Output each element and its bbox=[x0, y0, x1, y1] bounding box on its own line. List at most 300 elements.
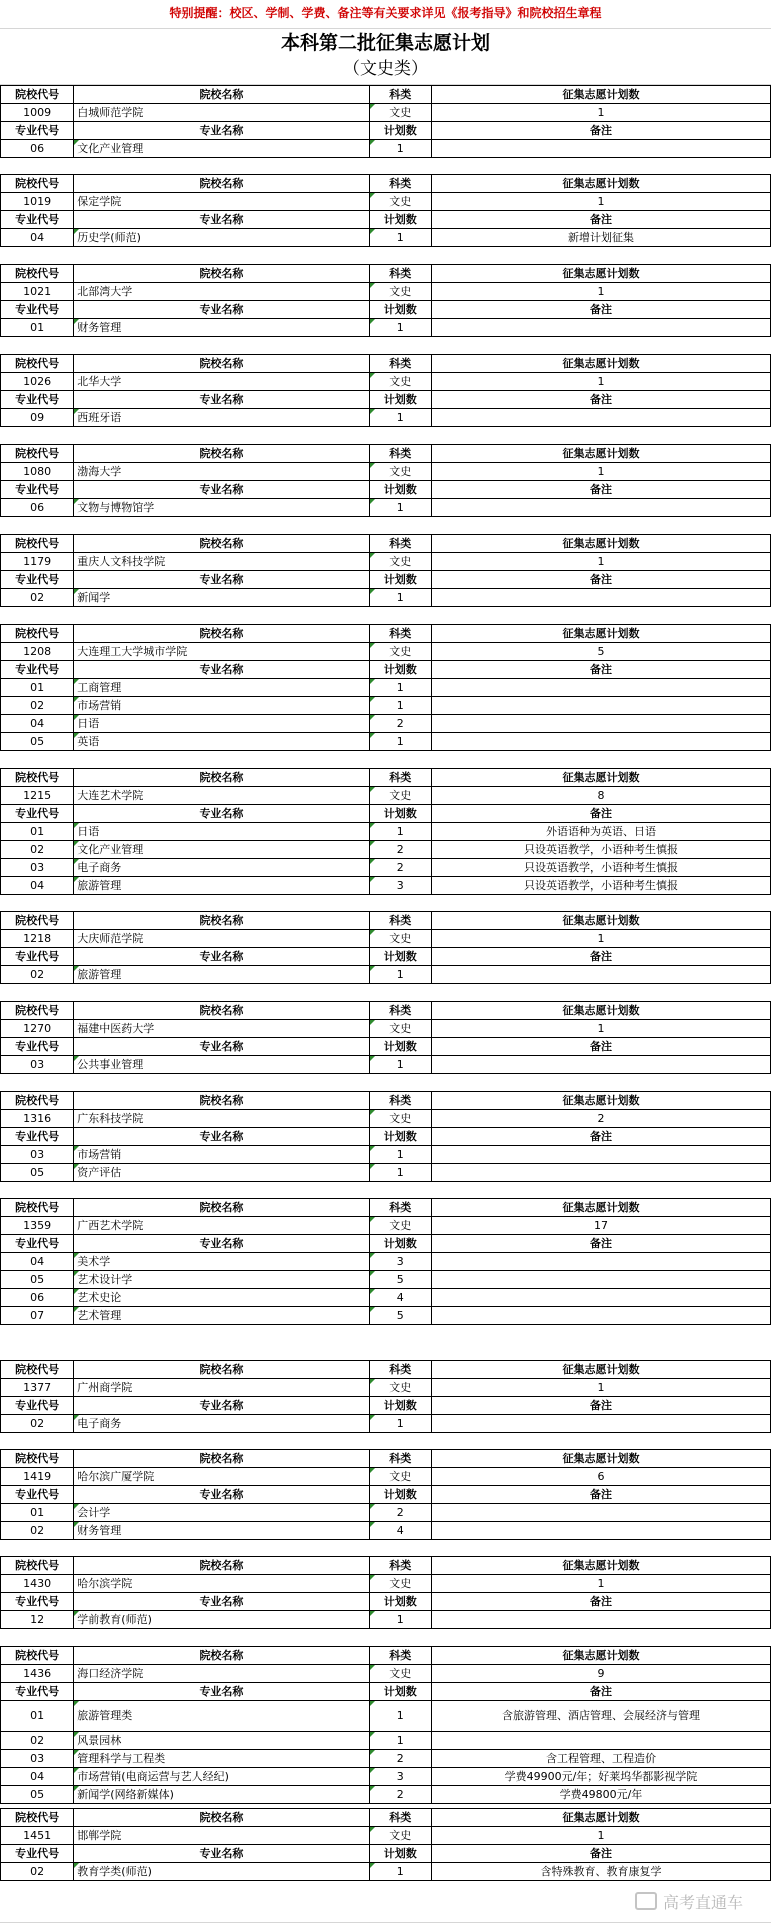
major-plan-count: 1 bbox=[369, 1701, 431, 1732]
school-category: 文史 bbox=[369, 787, 431, 805]
school-block bbox=[0, 264, 771, 337]
major-row bbox=[1, 877, 771, 895]
header-school-code: 院校代号 bbox=[1, 86, 74, 104]
major-plan-count: 2 bbox=[369, 841, 431, 859]
major-row bbox=[1, 1164, 771, 1182]
school-header-row bbox=[1, 355, 771, 373]
header-school-name: 院校名称 bbox=[74, 1450, 369, 1468]
school-plan-total: 1 bbox=[431, 1575, 770, 1593]
major-row bbox=[1, 1415, 771, 1433]
header-school-code: 院校代号 bbox=[1, 175, 74, 193]
major-remarks: 新增计划征集 bbox=[431, 229, 770, 247]
header-plan-total: 征集志愿计划数 bbox=[431, 1557, 770, 1575]
major-header-row bbox=[1, 481, 771, 499]
header-school-code: 院校代号 bbox=[1, 265, 74, 283]
major-name: 财务管理 bbox=[74, 1522, 369, 1540]
major-code: 06 bbox=[1, 1289, 74, 1307]
major-row bbox=[1, 966, 771, 984]
header-plan-count: 计划数 bbox=[369, 481, 431, 499]
header-plan-count: 计划数 bbox=[369, 948, 431, 966]
major-name: 日语 bbox=[74, 715, 369, 733]
major-name: 市场营销 bbox=[74, 1146, 369, 1164]
major-plan-count: 1 bbox=[369, 409, 431, 427]
major-code: 06 bbox=[1, 140, 74, 158]
major-name: 新闻学 bbox=[74, 589, 369, 607]
header-plan-count: 计划数 bbox=[369, 661, 431, 679]
school-plan-total: 1 bbox=[431, 1827, 770, 1845]
header-school-name: 院校名称 bbox=[74, 912, 369, 930]
school-header-row bbox=[1, 1809, 771, 1827]
header-school-code: 院校代号 bbox=[1, 1557, 74, 1575]
school-table bbox=[0, 768, 771, 895]
major-name: 学前教育(师范) bbox=[74, 1611, 369, 1629]
header-school-name: 院校名称 bbox=[74, 86, 369, 104]
major-plan-count: 1 bbox=[369, 966, 431, 984]
school-plan-total: 6 bbox=[431, 1468, 770, 1486]
major-code: 03 bbox=[1, 1146, 74, 1164]
school-header-row bbox=[1, 625, 771, 643]
school-plan-total: 1 bbox=[431, 373, 770, 391]
major-row bbox=[1, 823, 771, 841]
school-category: 文史 bbox=[369, 930, 431, 948]
header-category: 科类 bbox=[369, 1002, 431, 1020]
major-plan-count: 1 bbox=[369, 697, 431, 715]
major-code: 02 bbox=[1, 841, 74, 859]
major-plan-count: 5 bbox=[369, 1271, 431, 1289]
school-name: 广西艺术学院 bbox=[74, 1217, 369, 1235]
major-row bbox=[1, 589, 771, 607]
school-code: 1377 bbox=[1, 1379, 74, 1397]
header-category: 科类 bbox=[369, 1199, 431, 1217]
header-school-name: 院校名称 bbox=[74, 355, 369, 373]
school-header-row bbox=[1, 1361, 771, 1379]
header-plan-total: 征集志愿计划数 bbox=[431, 1361, 770, 1379]
header-major-name: 专业名称 bbox=[74, 948, 369, 966]
header-remarks: 备注 bbox=[431, 1235, 770, 1253]
watermark bbox=[635, 1890, 743, 1913]
major-row bbox=[1, 229, 771, 247]
header-major-name: 专业名称 bbox=[74, 805, 369, 823]
header-school-code: 院校代号 bbox=[1, 535, 74, 553]
school-header-row bbox=[1, 175, 771, 193]
school-block bbox=[0, 1646, 771, 1804]
school-block bbox=[0, 624, 771, 751]
major-plan-count: 3 bbox=[369, 1253, 431, 1271]
school-block bbox=[0, 911, 771, 984]
school-block bbox=[0, 1449, 771, 1540]
school-row bbox=[1, 1827, 771, 1845]
major-plan-count: 4 bbox=[369, 1522, 431, 1540]
major-name: 会计学 bbox=[74, 1504, 369, 1522]
major-plan-count: 1 bbox=[369, 140, 431, 158]
school-table bbox=[0, 264, 771, 337]
school-code: 1316 bbox=[1, 1110, 74, 1128]
school-block bbox=[0, 1001, 771, 1074]
header-plan-count: 计划数 bbox=[369, 571, 431, 589]
major-remarks bbox=[431, 1732, 770, 1750]
major-row bbox=[1, 140, 771, 158]
major-header-row bbox=[1, 1593, 771, 1611]
major-code: 02 bbox=[1, 1522, 74, 1540]
major-remarks bbox=[431, 409, 770, 427]
major-row bbox=[1, 859, 771, 877]
school-table bbox=[0, 1001, 771, 1074]
school-block bbox=[0, 1808, 771, 1881]
header-category: 科类 bbox=[369, 769, 431, 787]
major-row bbox=[1, 1522, 771, 1540]
school-code: 1026 bbox=[1, 373, 74, 391]
header-category: 科类 bbox=[369, 1809, 431, 1827]
school-plan-total: 5 bbox=[431, 643, 770, 661]
header-plan-count: 计划数 bbox=[369, 211, 431, 229]
major-header-row bbox=[1, 571, 771, 589]
header-plan-total: 征集志愿计划数 bbox=[431, 175, 770, 193]
major-remarks bbox=[431, 966, 770, 984]
header-plan-count: 计划数 bbox=[369, 391, 431, 409]
header-school-name: 院校名称 bbox=[74, 1092, 369, 1110]
major-code: 01 bbox=[1, 1504, 74, 1522]
header-major-name: 专业名称 bbox=[74, 391, 369, 409]
school-code: 1215 bbox=[1, 787, 74, 805]
major-name: 新闻学(网络新媒体) bbox=[74, 1786, 369, 1804]
school-code: 1218 bbox=[1, 930, 74, 948]
major-code: 05 bbox=[1, 733, 74, 751]
major-row bbox=[1, 1146, 771, 1164]
school-row bbox=[1, 104, 771, 122]
school-row bbox=[1, 283, 771, 301]
major-header-row bbox=[1, 1128, 771, 1146]
major-plan-count: 5 bbox=[369, 1307, 431, 1325]
major-remarks bbox=[431, 697, 770, 715]
major-plan-count: 2 bbox=[369, 1750, 431, 1768]
header-major-code: 专业代号 bbox=[1, 571, 74, 589]
header-major-code: 专业代号 bbox=[1, 301, 74, 319]
school-category: 文史 bbox=[369, 283, 431, 301]
school-header-row bbox=[1, 769, 771, 787]
school-row bbox=[1, 930, 771, 948]
major-header-row bbox=[1, 1038, 771, 1056]
school-code: 1009 bbox=[1, 104, 74, 122]
school-table bbox=[0, 534, 771, 607]
school-code: 1019 bbox=[1, 193, 74, 211]
school-category: 文史 bbox=[369, 373, 431, 391]
header-category: 科类 bbox=[369, 355, 431, 373]
school-header-row bbox=[1, 1092, 771, 1110]
school-code: 1430 bbox=[1, 1575, 74, 1593]
school-code: 1208 bbox=[1, 643, 74, 661]
major-row bbox=[1, 1750, 771, 1768]
school-name: 邯郸学院 bbox=[74, 1827, 369, 1845]
school-name: 渤海大学 bbox=[74, 463, 369, 481]
header-plan-total: 征集志愿计划数 bbox=[431, 1450, 770, 1468]
major-plan-count: 2 bbox=[369, 715, 431, 733]
school-category: 文史 bbox=[369, 104, 431, 122]
header-plan-total: 征集志愿计划数 bbox=[431, 769, 770, 787]
header-plan-count: 计划数 bbox=[369, 1845, 431, 1863]
header-plan-count: 计划数 bbox=[369, 1128, 431, 1146]
major-row bbox=[1, 679, 771, 697]
header-school-name: 院校名称 bbox=[74, 265, 369, 283]
header-plan-count: 计划数 bbox=[369, 1593, 431, 1611]
major-row bbox=[1, 733, 771, 751]
header-school-name: 院校名称 bbox=[74, 625, 369, 643]
school-code: 1021 bbox=[1, 283, 74, 301]
major-name: 美术学 bbox=[74, 1253, 369, 1271]
header-major-code: 专业代号 bbox=[1, 481, 74, 499]
school-row bbox=[1, 553, 771, 571]
school-block bbox=[0, 85, 771, 158]
school-table bbox=[0, 85, 771, 158]
header-remarks: 备注 bbox=[431, 1593, 770, 1611]
school-name: 大连艺术学院 bbox=[74, 787, 369, 805]
school-code: 1419 bbox=[1, 1468, 74, 1486]
header-remarks: 备注 bbox=[431, 211, 770, 229]
school-header-row bbox=[1, 535, 771, 553]
major-name: 财务管理 bbox=[74, 319, 369, 337]
header-school-code: 院校代号 bbox=[1, 1450, 74, 1468]
major-remarks bbox=[431, 1271, 770, 1289]
header-remarks: 备注 bbox=[431, 948, 770, 966]
header-major-name: 专业名称 bbox=[74, 481, 369, 499]
header-plan-total: 征集志愿计划数 bbox=[431, 1002, 770, 1020]
header-major-name: 专业名称 bbox=[74, 1235, 369, 1253]
header-category: 科类 bbox=[369, 1361, 431, 1379]
header-school-code: 院校代号 bbox=[1, 355, 74, 373]
header-school-code: 院校代号 bbox=[1, 1647, 74, 1665]
school-plan-total: 1 bbox=[431, 1379, 770, 1397]
major-row bbox=[1, 1289, 771, 1307]
major-code: 02 bbox=[1, 697, 74, 715]
school-header-row bbox=[1, 1199, 771, 1217]
header-major-name: 专业名称 bbox=[74, 1845, 369, 1863]
header-school-code: 院校代号 bbox=[1, 1092, 74, 1110]
major-row bbox=[1, 1056, 771, 1074]
major-name: 旅游管理类 bbox=[74, 1701, 369, 1732]
header-school-name: 院校名称 bbox=[74, 1199, 369, 1217]
major-name: 西班牙语 bbox=[74, 409, 369, 427]
major-name: 工商管理 bbox=[74, 679, 369, 697]
header-major-code: 专业代号 bbox=[1, 1128, 74, 1146]
header-remarks: 备注 bbox=[431, 1397, 770, 1415]
header-remarks: 备注 bbox=[431, 571, 770, 589]
header-category: 科类 bbox=[369, 535, 431, 553]
major-row bbox=[1, 1701, 771, 1732]
major-code: 01 bbox=[1, 679, 74, 697]
school-category: 文史 bbox=[369, 193, 431, 211]
header-major-code: 专业代号 bbox=[1, 1397, 74, 1415]
header-plan-total: 征集志愿计划数 bbox=[431, 1809, 770, 1827]
major-remarks: 外语语种为英语、日语 bbox=[431, 823, 770, 841]
major-code: 03 bbox=[1, 859, 74, 877]
major-remarks: 含旅游管理、酒店管理、会展经济与管理 bbox=[431, 1701, 770, 1732]
school-name: 哈尔滨广厦学院 bbox=[74, 1468, 369, 1486]
school-code: 1080 bbox=[1, 463, 74, 481]
header-major-code: 专业代号 bbox=[1, 1038, 74, 1056]
major-plan-count: 1 bbox=[369, 319, 431, 337]
school-row bbox=[1, 1379, 771, 1397]
major-name: 公共事业管理 bbox=[74, 1056, 369, 1074]
header-plan-total: 征集志愿计划数 bbox=[431, 355, 770, 373]
major-name: 市场营销(电商运营与艺人经纪) bbox=[74, 1768, 369, 1786]
page-subtitle: （文史类） bbox=[343, 59, 428, 79]
major-name: 旅游管理 bbox=[74, 877, 369, 895]
major-remarks bbox=[431, 1146, 770, 1164]
header-remarks: 备注 bbox=[431, 301, 770, 319]
school-header-row bbox=[1, 1557, 771, 1575]
header-plan-total: 征集志愿计划数 bbox=[431, 535, 770, 553]
school-row bbox=[1, 1020, 771, 1038]
school-category: 文史 bbox=[369, 1110, 431, 1128]
school-plan-total: 1 bbox=[431, 463, 770, 481]
school-table bbox=[0, 1360, 771, 1433]
major-name: 电子商务 bbox=[74, 859, 369, 877]
school-category: 文史 bbox=[369, 1020, 431, 1038]
school-table bbox=[0, 174, 771, 247]
major-plan-count: 2 bbox=[369, 1786, 431, 1804]
major-header-row bbox=[1, 1683, 771, 1701]
header-plan-count: 计划数 bbox=[369, 1683, 431, 1701]
major-plan-count: 1 bbox=[369, 733, 431, 751]
header-school-code: 院校代号 bbox=[1, 1361, 74, 1379]
header-remarks: 备注 bbox=[431, 661, 770, 679]
header-major-code: 专业代号 bbox=[1, 211, 74, 229]
header-school-code: 院校代号 bbox=[1, 1809, 74, 1827]
header-category: 科类 bbox=[369, 1450, 431, 1468]
major-plan-count: 1 bbox=[369, 499, 431, 517]
school-name: 海口经济学院 bbox=[74, 1665, 369, 1683]
school-table bbox=[0, 1198, 771, 1325]
school-block bbox=[0, 1556, 771, 1629]
major-remarks bbox=[431, 715, 770, 733]
major-plan-count: 1 bbox=[369, 1056, 431, 1074]
header-remarks: 备注 bbox=[431, 1683, 770, 1701]
header-major-code: 专业代号 bbox=[1, 1683, 74, 1701]
major-remarks bbox=[431, 733, 770, 751]
major-code: 07 bbox=[1, 1307, 74, 1325]
major-code: 09 bbox=[1, 409, 74, 427]
major-remarks: 学费49800元/年 bbox=[431, 1786, 770, 1804]
school-block bbox=[0, 534, 771, 607]
school-row bbox=[1, 1575, 771, 1593]
header-major-name: 专业名称 bbox=[74, 1486, 369, 1504]
school-plan-total: 2 bbox=[431, 1110, 770, 1128]
major-code: 02 bbox=[1, 589, 74, 607]
major-row bbox=[1, 319, 771, 337]
school-table bbox=[0, 1808, 771, 1881]
school-category: 文史 bbox=[369, 1379, 431, 1397]
header-plan-count: 计划数 bbox=[369, 122, 431, 140]
major-row bbox=[1, 841, 771, 859]
major-code: 01 bbox=[1, 319, 74, 337]
header-major-code: 专业代号 bbox=[1, 1593, 74, 1611]
major-remarks: 含工程管理、工程造价 bbox=[431, 1750, 770, 1768]
school-category: 文史 bbox=[369, 1665, 431, 1683]
header-major-name: 专业名称 bbox=[74, 1038, 369, 1056]
major-plan-count: 1 bbox=[369, 1164, 431, 1182]
school-header-row bbox=[1, 1450, 771, 1468]
major-code: 02 bbox=[1, 1732, 74, 1750]
major-header-row bbox=[1, 301, 771, 319]
page-title: 本科第二批征集志愿计划 bbox=[280, 32, 490, 54]
header-school-name: 院校名称 bbox=[74, 1647, 369, 1665]
header-major-name: 专业名称 bbox=[74, 1683, 369, 1701]
major-row bbox=[1, 697, 771, 715]
major-header-row bbox=[1, 1397, 771, 1415]
watermark-text: 高考直通车 bbox=[662, 1893, 743, 1912]
school-header-row bbox=[1, 1647, 771, 1665]
school-code: 1436 bbox=[1, 1665, 74, 1683]
major-remarks bbox=[431, 319, 770, 337]
header-category: 科类 bbox=[369, 625, 431, 643]
school-name: 白城师范学院 bbox=[74, 104, 369, 122]
major-remarks bbox=[431, 1253, 770, 1271]
header-category: 科类 bbox=[369, 912, 431, 930]
sheet-gridline bbox=[0, 28, 771, 29]
school-row bbox=[1, 1468, 771, 1486]
school-table bbox=[0, 354, 771, 427]
major-name: 艺术史论 bbox=[74, 1289, 369, 1307]
major-code: 05 bbox=[1, 1164, 74, 1182]
header-school-code: 院校代号 bbox=[1, 625, 74, 643]
major-row bbox=[1, 1611, 771, 1629]
major-code: 04 bbox=[1, 1253, 74, 1271]
major-header-row bbox=[1, 1235, 771, 1253]
major-code: 03 bbox=[1, 1750, 74, 1768]
school-category: 文史 bbox=[369, 1575, 431, 1593]
major-remarks: 含特殊教育、教育康复学 bbox=[431, 1863, 770, 1881]
header-school-code: 院校代号 bbox=[1, 1199, 74, 1217]
header-category: 科类 bbox=[369, 86, 431, 104]
major-code: 05 bbox=[1, 1271, 74, 1289]
major-name: 市场营销 bbox=[74, 697, 369, 715]
header-plan-total: 征集志愿计划数 bbox=[431, 1647, 770, 1665]
header-category: 科类 bbox=[369, 445, 431, 463]
header-category: 科类 bbox=[369, 1647, 431, 1665]
school-plan-total: 1 bbox=[431, 104, 770, 122]
school-row bbox=[1, 1217, 771, 1235]
header-school-code: 院校代号 bbox=[1, 445, 74, 463]
header-remarks: 备注 bbox=[431, 805, 770, 823]
school-category: 文史 bbox=[369, 463, 431, 481]
header-plan-total: 征集志愿计划数 bbox=[431, 625, 770, 643]
header-plan-total: 征集志愿计划数 bbox=[431, 1092, 770, 1110]
major-plan-count: 2 bbox=[369, 1504, 431, 1522]
school-name: 大庆师范学院 bbox=[74, 930, 369, 948]
major-plan-count: 4 bbox=[369, 1289, 431, 1307]
header-school-name: 院校名称 bbox=[74, 175, 369, 193]
major-row bbox=[1, 1786, 771, 1804]
school-row bbox=[1, 643, 771, 661]
major-name: 历史学(师范) bbox=[74, 229, 369, 247]
school-plan-total: 8 bbox=[431, 787, 770, 805]
major-row bbox=[1, 715, 771, 733]
major-code: 04 bbox=[1, 715, 74, 733]
notice-banner: 特别提醒：校区、学制、学费、备注等有关要求详见《报考指导》和院校招生章程 bbox=[169, 6, 602, 20]
header-school-name: 院校名称 bbox=[74, 769, 369, 787]
school-name: 保定学院 bbox=[74, 193, 369, 211]
header-major-code: 专业代号 bbox=[1, 1235, 74, 1253]
major-header-row bbox=[1, 122, 771, 140]
major-code: 01 bbox=[1, 1701, 74, 1732]
major-remarks bbox=[431, 1504, 770, 1522]
header-plan-count: 计划数 bbox=[369, 805, 431, 823]
sheet-gridline bbox=[0, 84, 771, 85]
major-row bbox=[1, 1253, 771, 1271]
school-table bbox=[0, 1646, 771, 1804]
school-plan-total: 1 bbox=[431, 1020, 770, 1038]
wechat-icon bbox=[635, 1892, 657, 1910]
header-school-code: 院校代号 bbox=[1, 1002, 74, 1020]
